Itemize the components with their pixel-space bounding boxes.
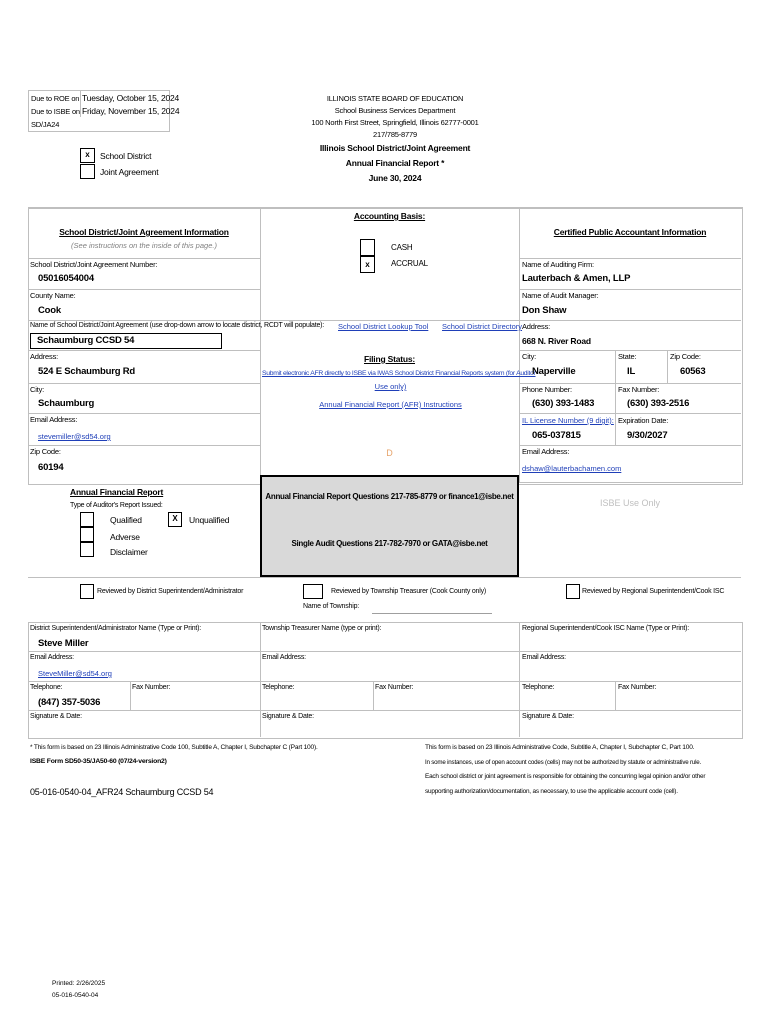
district-name-field[interactable] — [30, 333, 222, 349]
cpa-state[interactable]: IL — [627, 366, 636, 377]
unqualified-label: Unqualified — [189, 515, 230, 525]
address-label: Address: — [30, 352, 58, 361]
firm-label: Name of Auditing Firm: — [522, 260, 594, 269]
regional-email-label: Email Address: — [522, 654, 566, 661]
expiration-label: Expiration Date: — [618, 416, 669, 425]
footnote-right-3: Each school district or joint agreement is responsible for obtaining the concurring legal opinion and/or other — [425, 773, 706, 780]
superintendent-review-label: Reviewed by District Superintendent/Administrator — [97, 588, 244, 595]
township-name-line[interactable] — [372, 613, 492, 614]
single-audit-questions: Single Audit Questions 217-782-7970 or GATA@isbe.net — [291, 539, 488, 548]
superintendent-review-checkbox[interactable] — [80, 584, 94, 599]
joint-agreement-checkbox[interactable] — [80, 164, 95, 179]
footnote-form-number: ISBE Form SD50-35/JA50-60 (07/24-version2) — [30, 758, 167, 765]
questions-panel — [260, 475, 519, 577]
district-address[interactable]: 524 E Schaumburg Rd — [38, 366, 136, 377]
township-name-label: Name of Township: — [303, 603, 360, 610]
treasurer-fax-label: Fax Number: — [375, 684, 414, 691]
cpa-address[interactable]: 668 N. River Road — [522, 336, 591, 346]
cpa-city-label: City: — [522, 352, 537, 361]
school-district-label: School District — [100, 151, 152, 161]
agency-name: ILLINOIS STATE BOARD OF EDUCATION — [326, 94, 464, 103]
cpa-state-label: State: — [618, 352, 637, 361]
district-info-heading: School District/Joint Agreement Information — [59, 227, 229, 237]
adverse-label: Adverse — [110, 532, 140, 542]
accounting-basis-heading: Accounting Basis: — [353, 211, 426, 221]
report-type-label: Type of Auditor's Report Issued: — [70, 502, 163, 509]
cpa-fax-label: Fax Number: — [618, 385, 660, 394]
supt-phone-label: Telephone: — [30, 684, 63, 691]
treasurer-review-checkbox[interactable] — [303, 584, 323, 599]
qualified-checkbox[interactable] — [80, 512, 94, 527]
afr-questions: Annual Financial Report Questions 217-785-8779 or finance1@isbe.net — [265, 492, 514, 501]
footnote-right-1: This form is based on 23 Illinois Administrative Code, Subtitle A, Chapter I, Subchapter C, Part 100. — [425, 744, 695, 751]
qualified-label: Qualified — [110, 515, 142, 525]
agency-address: 100 North First Street, Springfield, Illinois 62777-0001 — [311, 118, 479, 127]
isbe-use-only: ISBE Use Only — [599, 498, 661, 508]
county-name[interactable]: Cook — [38, 305, 61, 316]
cpa-zip-label: Zip Code: — [670, 352, 701, 361]
joint-agreement-label: Joint Agreement — [100, 167, 159, 177]
audit-firm[interactable]: Lauterbach & Amen, LLP — [522, 273, 631, 284]
form-code: SD/JA24 — [31, 120, 60, 129]
district-number-label: School District/Joint Agreement Number: — [30, 260, 158, 269]
form-subtitle: Annual Financial Report * — [345, 158, 445, 168]
roe-date: Tuesday, October 15, 2024 — [82, 93, 180, 103]
agency-department: School Business Services Department — [334, 106, 456, 115]
district-name-label: Name of School District/Joint Agreement (use drop-down arrow to locate district, RCDT will populate): — [30, 322, 325, 329]
filing-status-heading: Filing Status: — [363, 354, 416, 364]
district-lookup-tool-link[interactable]: School District Lookup Tool — [338, 322, 429, 331]
isbe-label: Due to ISBE on — [31, 107, 80, 116]
school-district-checkbox[interactable]: x — [80, 148, 95, 163]
supt-email[interactable]: SteveMiller@sd54.org — [38, 669, 112, 678]
file-identifier: 05-016-0540-04_AFR24 Schaumburg CCSD 54 — [30, 787, 214, 797]
regional-review-label: Reviewed by Regional Superintendent/Cook ISC — [582, 588, 725, 595]
cpa-expiration[interactable]: 9/30/2027 — [627, 430, 668, 441]
regional-signature-label: Signature & Date: — [522, 713, 574, 720]
accrual-label: ACCRUAL — [391, 259, 428, 268]
grid-col-1 — [260, 207, 261, 482]
cpa-address-label: Address: — [522, 322, 550, 331]
cpa-heading: Certified Public Accountant Information — [553, 227, 707, 237]
regional-review-checkbox[interactable] — [566, 584, 580, 599]
filing-status-mark: D — [386, 448, 393, 458]
isbe-date: Friday, November 15, 2024 — [82, 106, 180, 116]
printed-id: 05-016-0540-04 — [52, 992, 99, 999]
cpa-phone[interactable]: (630) 393-1483 — [532, 398, 595, 409]
cpa-fax[interactable]: (630) 393-2516 — [627, 398, 690, 409]
submit-iwas-link-2[interactable]: Use only) — [374, 382, 407, 391]
regional-name-label: Regional Superintendent/Cook ISC Name (Type or Print): — [522, 625, 690, 632]
supt-email-label: Email Address: — [30, 654, 74, 661]
treasurer-review-label: Reviewed by Township Treasurer (Cook County only) — [331, 588, 487, 595]
printed-date: Printed: 2/26/2025 — [52, 980, 106, 987]
cpa-license[interactable]: 065-037815 — [532, 430, 581, 441]
unqualified-checkbox[interactable]: X — [168, 512, 182, 527]
treasurer-signature-label: Signature & Date: — [262, 713, 314, 720]
treasurer-email-label: Email Address: — [262, 654, 306, 661]
supt-phone[interactable]: (847) 357-5036 — [38, 697, 101, 708]
district-email[interactable]: stevemiller@sd54.org — [38, 432, 111, 441]
treasurer-phone-label: Telephone: — [262, 684, 295, 691]
footnote-basis: * This form is based on 23 Illinois Administrative Code 100, Subtitle A, Chapter I, Subchapter C (Part 100). — [30, 744, 318, 751]
form-date: June 30, 2024 — [368, 173, 422, 183]
disclaimer-label: Disclaimer — [110, 547, 148, 557]
cpa-email-label: Email Address: — [522, 447, 570, 456]
cpa-email[interactable]: dshaw@lauterbachamen.com — [522, 464, 622, 473]
audit-manager[interactable]: Don Shaw — [522, 305, 567, 316]
submit-iwas-link[interactable]: Submit electronic AFR directly to ISBE via IWAS School District Financial Reports system (for Auditor — [262, 370, 536, 377]
supt-fax-label: Fax Number: — [132, 684, 171, 691]
county-label: County Name: — [30, 291, 76, 300]
afr-heading: Annual Financial Report — [70, 487, 164, 497]
city-label: City: — [30, 385, 45, 394]
disclaimer-checkbox[interactable] — [80, 542, 94, 557]
adverse-checkbox[interactable] — [80, 527, 94, 542]
regional-phone-label: Telephone: — [522, 684, 555, 691]
supt-name-label: District Superintendent/Administrator Name (Type or Print): — [30, 625, 202, 632]
due-box-divider — [80, 90, 81, 117]
treasurer-name-label: Township Treasurer Name (type or print): — [262, 625, 382, 632]
footnote-right-2: In some instances, use of open account codes (cells) may not be authorized by statute or administrative rule. — [425, 759, 702, 766]
zip-label: Zip Code: — [30, 447, 61, 456]
cpa-city[interactable]: Naperville — [532, 366, 576, 377]
afr-instructions-link[interactable]: Annual Financial Report (AFR) Instructions — [319, 400, 462, 409]
supt-signature-label: Signature & Date: — [30, 713, 82, 720]
form-title: Illinois School District/Joint Agreement — [319, 143, 471, 153]
manager-label: Name of Audit Manager: — [522, 291, 599, 300]
agency-phone: 217/785-8779 — [373, 130, 417, 139]
cpa-phone-label: Phone Number: — [522, 385, 572, 394]
email-label: Email Address: — [30, 415, 78, 424]
district-info-instructions: (See instructions on the inside of this page.) — [71, 241, 217, 250]
roe-label: Due to ROE on — [31, 94, 80, 103]
agency-header — [290, 93, 500, 186]
district-name: Schaumburg CCSD 54 — [37, 335, 135, 346]
license-number-link[interactable]: IL License Number (9 digit): — [522, 416, 614, 425]
cash-checkbox[interactable] — [360, 239, 375, 256]
due-dates-box — [28, 90, 180, 132]
grid-col-2 — [519, 207, 520, 482]
cash-label: CASH — [391, 243, 413, 252]
district-directory-link[interactable]: School District Directory — [442, 322, 523, 331]
cpa-zip[interactable]: 60563 — [680, 366, 706, 377]
district-number[interactable]: 05016054004 — [38, 273, 94, 284]
supt-name[interactable]: Steve Miller — [38, 638, 89, 649]
district-city[interactable]: Schaumburg — [38, 398, 95, 409]
district-zip[interactable]: 60194 — [38, 462, 64, 473]
footnote-right-4: supporting authorization/documentation, as necessary, to use the applicable account code (cell). — [425, 788, 678, 795]
accrual-checkbox[interactable]: x — [360, 256, 375, 273]
regional-fax-label: Fax Number: — [618, 684, 657, 691]
